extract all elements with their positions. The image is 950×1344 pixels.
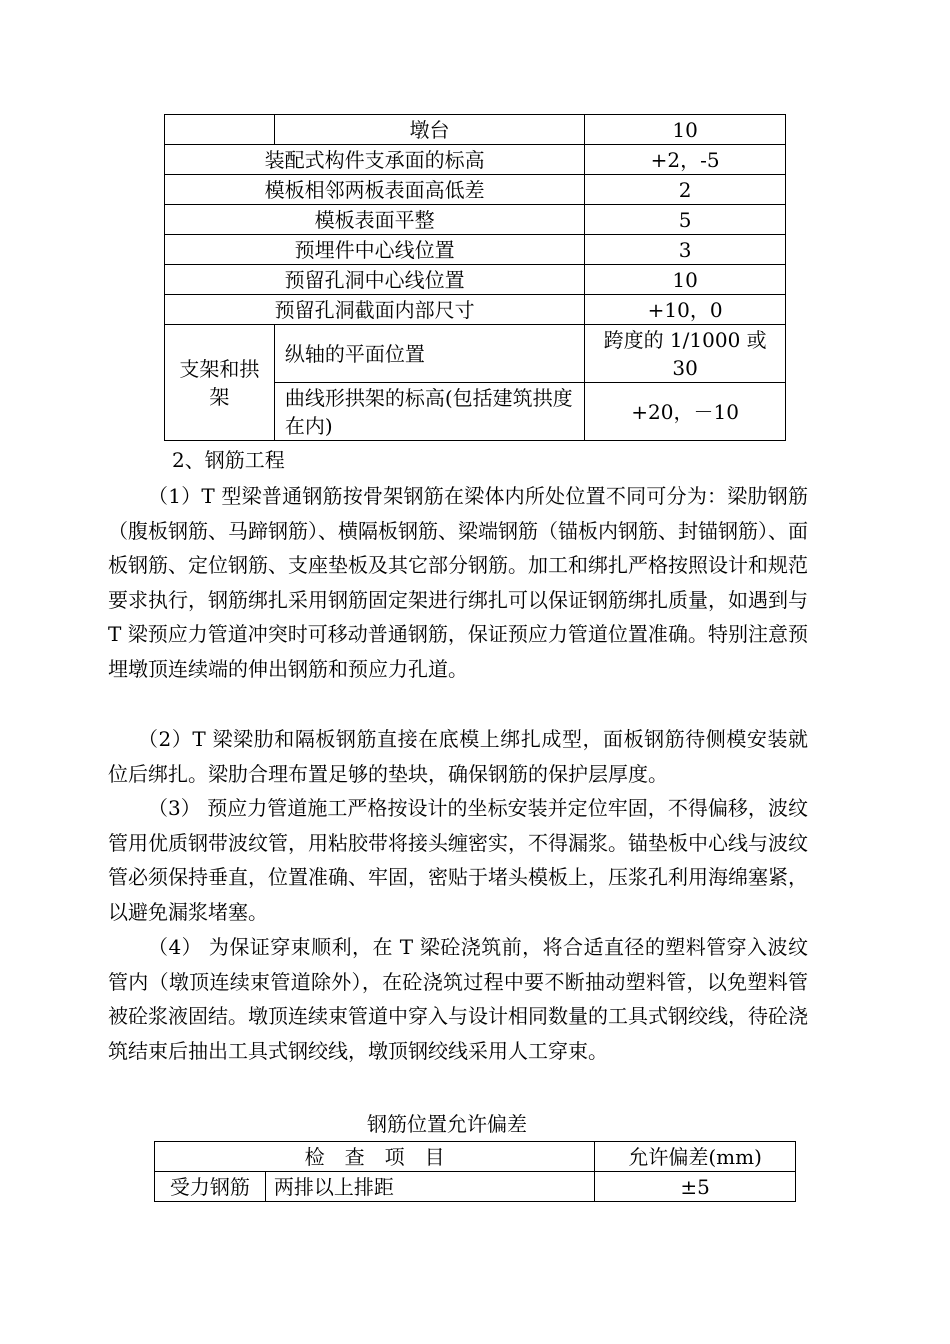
table-cell-value: +20，－10 [585, 383, 786, 441]
table-cell-label: 两排以上排距 [265, 1172, 594, 1202]
table-row [165, 205, 786, 235]
table-cell-value: 2 [585, 175, 786, 205]
table-caption: 钢筋位置允许偏差 [367, 1112, 527, 1136]
table-cell-label: 预埋件中心线位置 [165, 235, 585, 265]
table-cell-label: 墩台 [274, 115, 584, 145]
table-header-item: 检 查 项 目 [155, 1142, 595, 1172]
table-row [165, 175, 786, 205]
table-cell-value: 5 [585, 205, 786, 235]
table-cell-label: 曲线形拱架的标高(包括建筑拱度在内) [274, 383, 584, 441]
paragraph: （3） 预应力管道施工严格按设计的坐标安装并定位牢固，不得偏移，波纹管用优质钢带波纹管，用粘胶带将接头缠密实，不得漏浆。锚垫板中心线与波纹管必须保持垂直，位置准确、牢固，密贴于堵头模板上，压浆孔利用海绵塞紧，以避免漏浆堵塞。 [108, 796, 808, 924]
paragraph: （4） 为保证穿束顺利，在 T 梁砼浇筑前，将合适直径的塑料管穿入波纹管内（墩顶连续束管道除外），在砼浇筑过程中要不断抽动塑料管，以免塑料管被砼浆液固结。墩顶连续束管道中穿入与设计相同数量的工具式钢绞线，待砼浇筑结束后抽出工具式钢绞线，墩顶钢绞线采用人工穿束。 [108, 935, 808, 1063]
table-row [155, 1172, 796, 1202]
table-cell-group: 受力钢筋 [155, 1172, 266, 1202]
paragraph: （2）T 梁梁肋和隔板钢筋直接在底模上绑扎成型，面板钢筋待侧模安装就位后绑扎。梁肋合理布置足够的垫块，确保钢筋的保护层厚度。 [108, 727, 808, 786]
section-heading: 2、钢筋工程 [172, 448, 285, 472]
paragraph: （1）T 型梁普通钢筋按骨架钢筋在梁体内所处位置不同可分为：梁肋钢筋（腹板钢筋、马蹄钢筋）、横隔板钢筋、梁端钢筋（锚板内钢筋、封锚钢筋）、面板钢筋、定位钢筋、支座垫板及其它部分钢筋。加工和绑扎严格按照设计和规范要求执行，钢筋绑扎采用钢筋固定架进行绑扎可以保证钢筋绑扎质量，如遇到与 T 梁预应力管道冲突时可移动普通钢筋，保证预应力管道位置准确。特别注意预埋墩顶连续端的伸出钢筋和预应力孔道。 [108, 484, 808, 681]
table-row [165, 235, 786, 265]
tolerance-table [164, 114, 786, 441]
table-cell-label: 装配式构件支承面的标高 [165, 145, 585, 175]
table-row [165, 325, 786, 383]
table-header-tolerance: 允许偏差(mm) [595, 1142, 796, 1172]
table-header-row [155, 1142, 796, 1172]
table-row [165, 295, 786, 325]
table-cell-value: +2，-5 [585, 145, 786, 175]
table-row [165, 265, 786, 295]
table-cell-group: 支架和拱架 [165, 325, 275, 441]
rebar-tolerance-table [154, 1141, 796, 1202]
table-row [165, 115, 786, 145]
table-cell-value: 10 [585, 115, 786, 145]
table-cell-label: 模板相邻两板表面高低差 [165, 175, 585, 205]
table-cell-empty [165, 115, 275, 145]
table-row [165, 145, 786, 175]
table-cell-value: 跨度的 1/1000 或 30 [585, 325, 786, 383]
table-cell-label: 预留孔洞截面内部尺寸 [165, 295, 585, 325]
table-cell-label: 纵轴的平面位置 [274, 325, 584, 383]
table-cell-value: +10，0 [585, 295, 786, 325]
table-cell-value: ±5 [595, 1172, 796, 1202]
table-cell-label: 模板表面平整 [165, 205, 585, 235]
table-cell-value: 10 [585, 265, 786, 295]
table-cell-value: 3 [585, 235, 786, 265]
table-cell-label: 预留孔洞中心线位置 [165, 265, 585, 295]
